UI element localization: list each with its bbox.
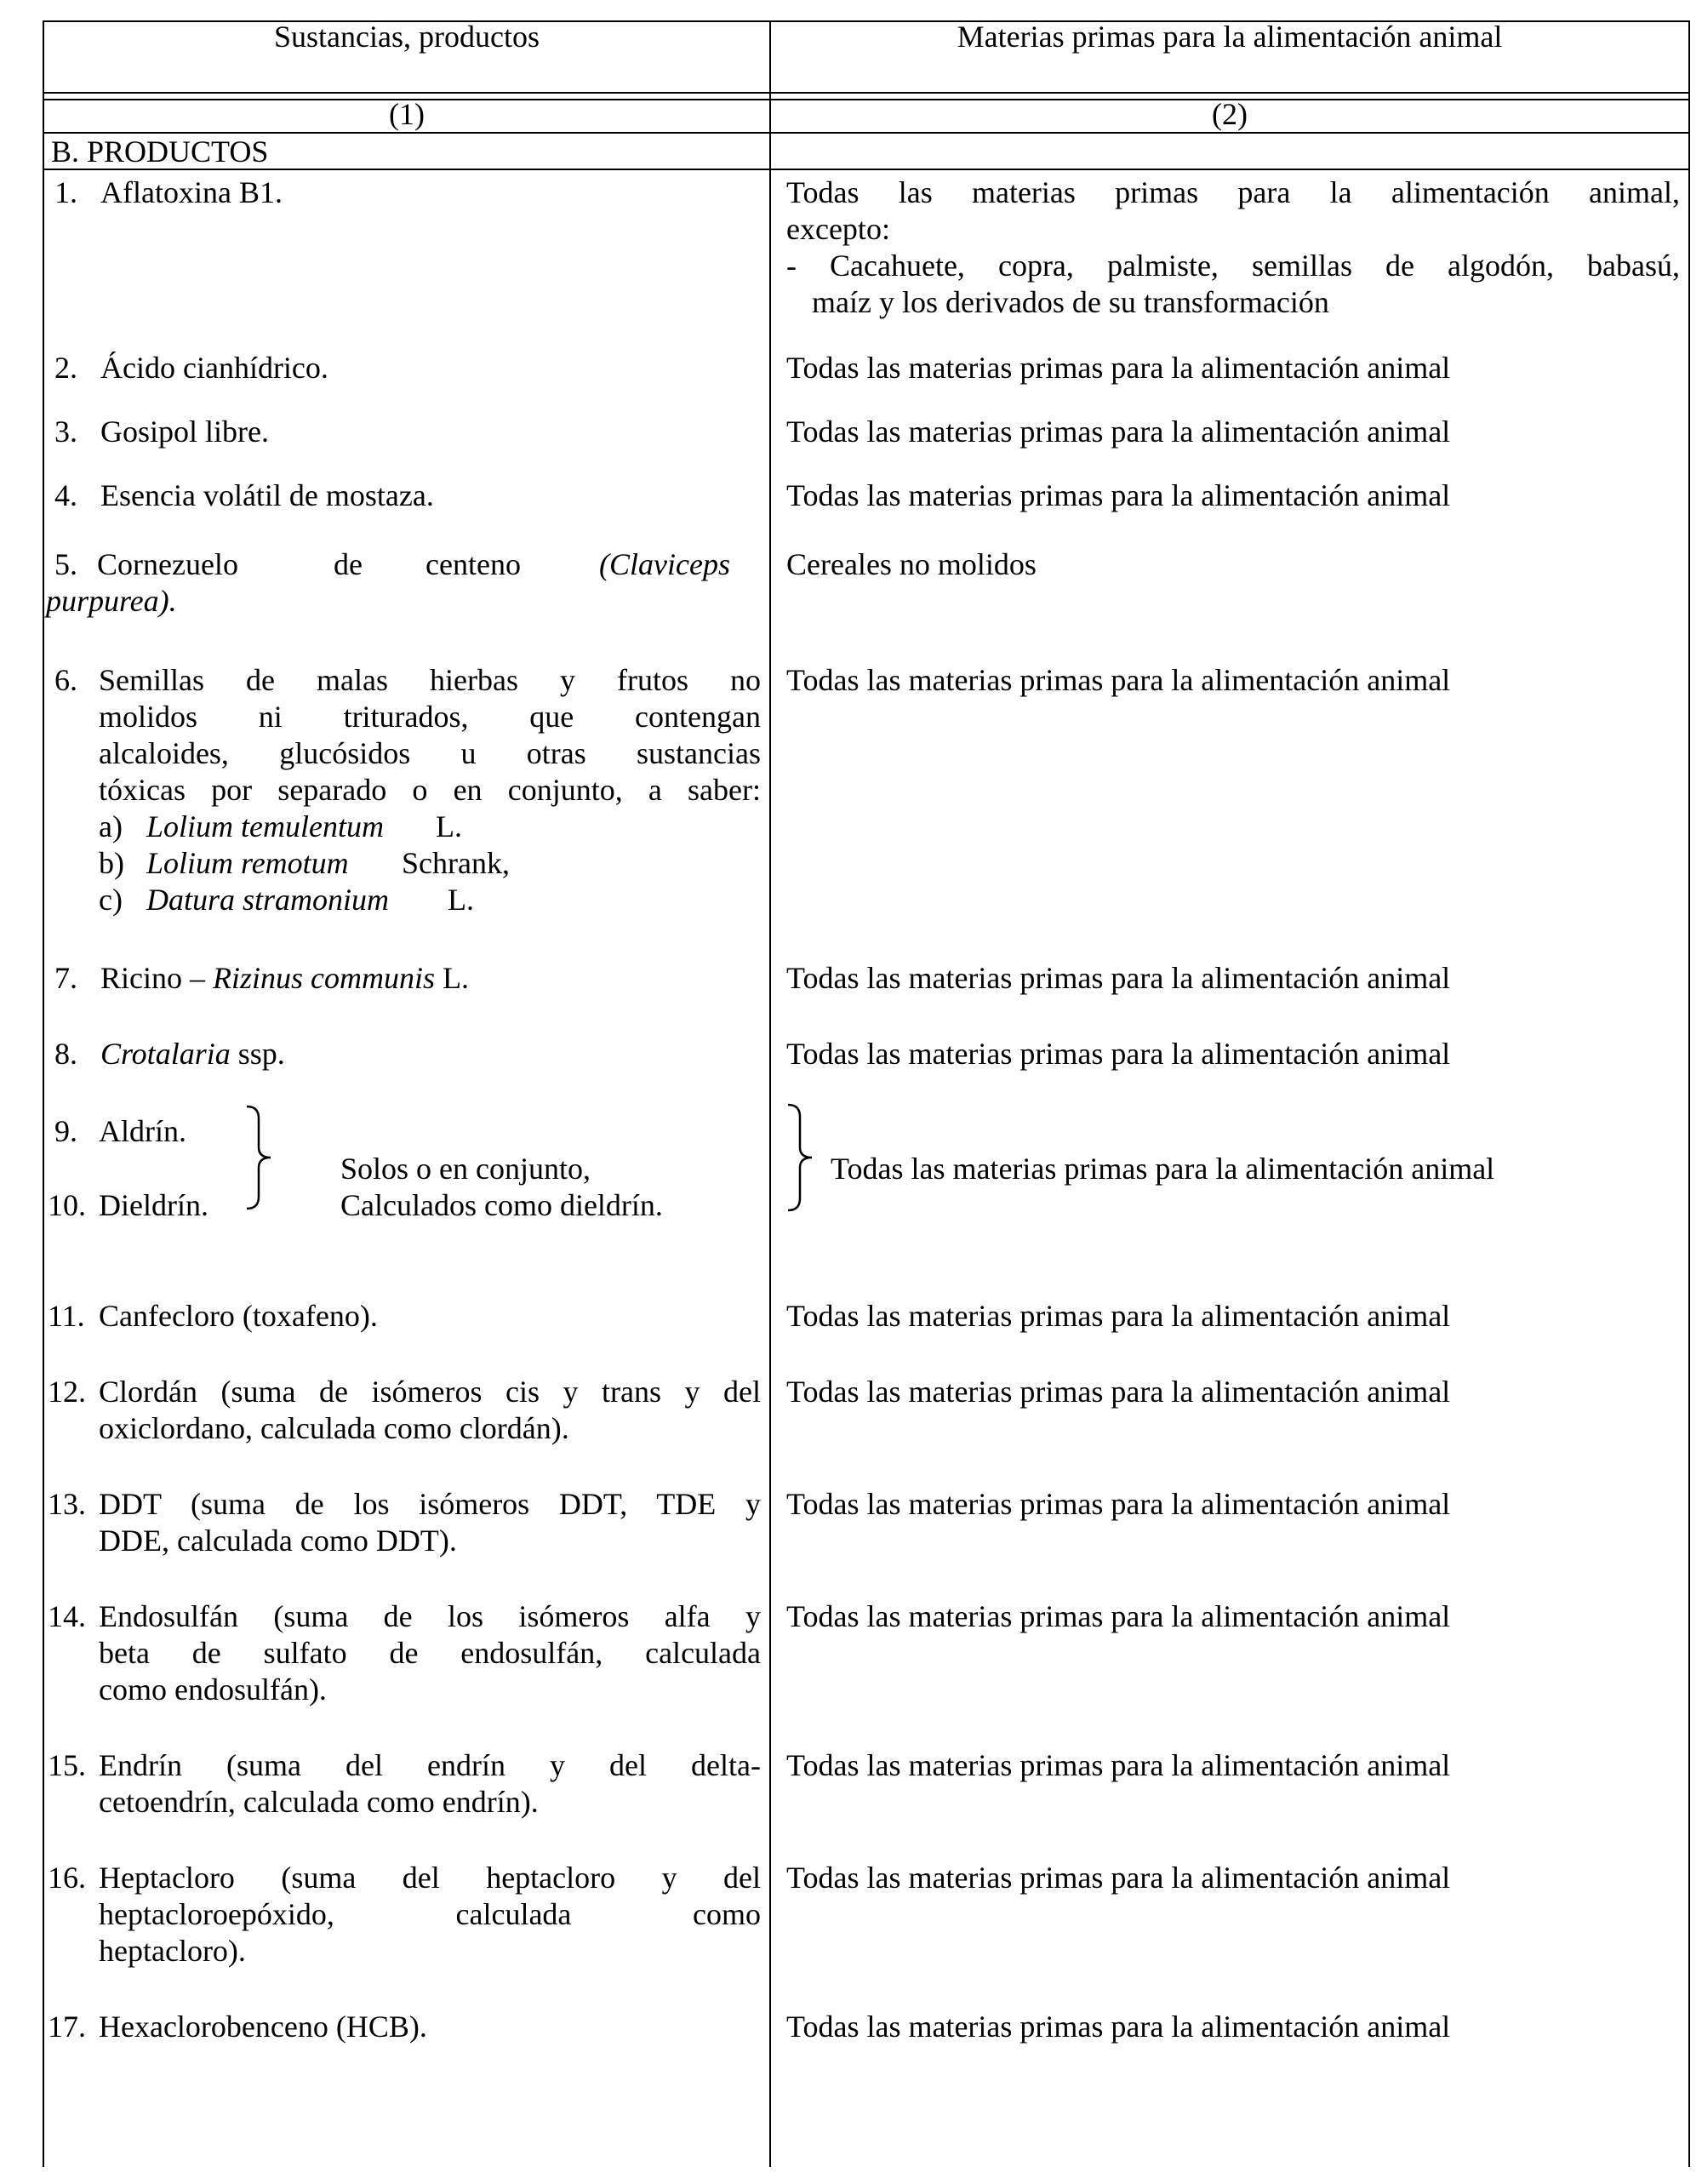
row-6-sub-b-letter: b)	[99, 846, 124, 880]
row-5-word-3: centeno	[426, 547, 521, 581]
row-16-label-line-1: Heptacloro (suma del heptacloro y del	[99, 1861, 761, 1895]
row-5-col2: Cereales no molidos	[786, 547, 1037, 581]
row-7-label	[100, 960, 469, 997]
row-14-number: 14.	[48, 1599, 86, 1633]
row-15-number: 15.	[48, 1748, 86, 1782]
row-8-col2: Todas las materias primas para la alimentación animal	[786, 1037, 1451, 1071]
row-1-col2-line-4: maíz y los derivados de su transformación	[812, 285, 1329, 319]
section-title: B. PRODUCTOS	[51, 134, 269, 169]
row-7-label-pre: Ricino –	[100, 961, 213, 995]
row-6-sub-a-italic: Lolium temulentum	[146, 809, 384, 843]
row-6-sub-b-italic: Lolium remotum	[146, 846, 349, 880]
column-header-raw-materials: Materias primas para la alimentación animal	[957, 20, 1503, 54]
table-right-border	[1688, 20, 1690, 2167]
row-4-col2: Todas las materias primas para la alimentación animal	[786, 478, 1451, 512]
row-1-number: 1.	[54, 175, 77, 209]
row-10-number: 10.	[48, 1188, 86, 1222]
row-10-label: Dieldrín.	[99, 1188, 208, 1222]
row-6-col2: Todas las materias primas para la alimentación animal	[786, 663, 1451, 697]
row-3-label: Gosipol libre.	[100, 415, 269, 449]
row-6-label-line-4: tóxicas por separado o en conjunto, a saber:	[99, 773, 761, 807]
row-8-number: 8.	[54, 1037, 77, 1071]
row-14-col2: Todas las materias primas para la alimentación animal	[786, 1599, 1451, 1633]
row-5-label-line-2: purpurea).	[46, 584, 177, 618]
row-17-col2: Todas las materias primas para la alimentación animal	[786, 2010, 1451, 2044]
column-number-2: (2)	[1212, 97, 1248, 131]
row-9-number: 9.	[54, 1114, 77, 1148]
row-11-label: Canfecloro (toxafeno).	[99, 1299, 378, 1333]
row-16-col2: Todas las materias primas para la alimentación animal	[786, 1861, 1451, 1895]
row-8-label-post: ssp.	[230, 1037, 285, 1071]
row-9-10-note-line-2: Calculados como dieldrín.	[340, 1188, 663, 1222]
row-8-label-italic: Crotalaria	[100, 1037, 231, 1071]
row-6-sub-c-italic: Datura stramonium	[146, 883, 390, 917]
row-12-number: 12.	[48, 1375, 86, 1409]
row-1-label: Aflatoxina B1.	[100, 175, 283, 209]
row-11-number: 11.	[48, 1299, 85, 1333]
section-row-divider	[43, 169, 1689, 170]
row-17-number: 17.	[48, 2010, 86, 2044]
row-12-col2: Todas las materias primas para la alimentación animal	[786, 1375, 1451, 1409]
row-11-col2: Todas las materias primas para la alimentación animal	[786, 1299, 1451, 1333]
row-15-col2: Todas las materias primas para la alimentación animal	[786, 1748, 1451, 1782]
row-16-label-line-3: heptacloro).	[99, 1934, 246, 1968]
row-2-label: Ácido cianhídrico.	[100, 351, 328, 385]
row-1-col2-line-3: - Cacahuete, copra, palmiste, semillas de algodón, babasú,	[786, 249, 1680, 283]
column-header-substances: Sustancias, productos	[274, 20, 540, 54]
column-number-1: (1)	[389, 97, 425, 131]
row-9-label: Aldrín.	[99, 1114, 186, 1148]
row-7-col2: Todas las materias primas para la alimentación animal	[786, 961, 1451, 995]
row-3-col2: Todas las materias primas para la alimentación animal	[786, 415, 1451, 449]
row-2-number: 2.	[54, 351, 77, 385]
row-7-label-italic: Rizinus communis	[213, 961, 435, 995]
row-9-10-col2: Todas las materias primas para la alimentación animal	[831, 1152, 1495, 1186]
column-divider	[769, 20, 771, 2167]
row-4-label: Esencia volátil de mostaza.	[100, 478, 434, 512]
table-left-border	[43, 20, 44, 2167]
row-6-number: 6.	[54, 663, 77, 697]
row-1-col2-line-1: Todas las materias primas para la alimentación animal,	[786, 175, 1680, 209]
row-17-label: Hexaclorobenceno (HCB).	[99, 2010, 427, 2044]
row-5-word-1: Cornezuelo	[97, 547, 238, 581]
row-6-label-line-2: molidos ni triturados, que contengan	[99, 700, 761, 734]
row-12-label-line-2: oxiclordano, calculada como clordán).	[99, 1411, 569, 1445]
row-16-label-line-2: heptacloroepóxido, calculada como	[99, 1897, 761, 1931]
row-1-col2-line-2: excepto:	[786, 212, 890, 246]
row-12-label-line-1: Clordán (suma de isómeros cis y trans y del	[99, 1375, 761, 1409]
row-13-col2: Todas las materias primas para la alimentación animal	[786, 1487, 1451, 1521]
right-curly-brace-col2	[783, 1103, 817, 1212]
right-curly-brace	[242, 1105, 276, 1210]
row-13-number: 13.	[48, 1487, 86, 1521]
row-14-label-line-3: como endosulfán).	[99, 1672, 327, 1707]
row-4-number: 4.	[54, 478, 77, 512]
row-6-label-line-1: Semillas de malas hierbas y frutos no	[99, 663, 761, 697]
row-2-col2: Todas las materias primas para la alimentación animal	[786, 351, 1451, 385]
row-3-number: 3.	[54, 415, 77, 449]
row-5-word-2: de	[334, 547, 363, 581]
row-13-label-line-2: DDE, calculada como DDT).	[99, 1524, 457, 1558]
row-6-sub-c-rest: L.	[448, 883, 474, 917]
header-divider	[43, 92, 1689, 94]
row-13-label-line-1: DDT (suma de los isómeros DDT, TDE y	[99, 1487, 761, 1521]
row-6-sub-a-rest: L.	[436, 809, 462, 843]
row-6-sub-a-letter: a)	[99, 809, 123, 843]
row-9-10-note-line-1: Solos o en conjunto,	[340, 1152, 591, 1186]
row-6-label-line-3: alcaloides, glucósidos u otras sustancias	[99, 736, 761, 770]
row-16-number: 16.	[48, 1861, 86, 1895]
row-15-label-line-1: Endrín (suma del endrín y del delta-	[99, 1748, 761, 1782]
row-6-sub-b-rest: Schrank,	[402, 846, 510, 880]
row-8-label	[100, 1036, 285, 1072]
row-5-word-4: (Claviceps	[599, 547, 730, 581]
row-5-number: 5.	[54, 547, 77, 581]
row-7-number: 7.	[54, 961, 77, 995]
row-7-label-post: L.	[435, 961, 469, 995]
row-14-label-line-2: beta de sulfato de endosulfán, calculada	[99, 1636, 761, 1670]
row-6-sub-c-letter: c)	[99, 883, 123, 917]
row-14-label-line-1: Endosulfán (suma de los isómeros alfa y	[99, 1599, 761, 1633]
row-15-label-line-2: cetoendrín, calculada como endrín).	[99, 1785, 539, 1819]
